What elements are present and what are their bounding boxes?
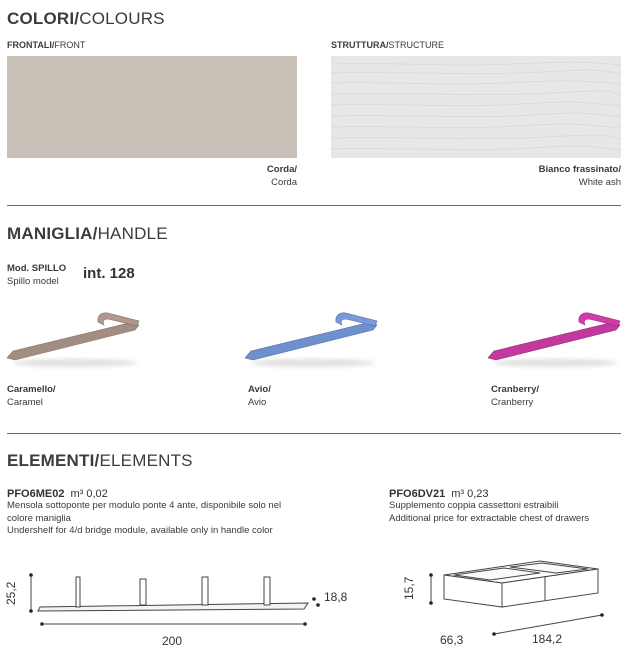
undershelf-height-dim: 25,2: [4, 581, 18, 605]
element-2-code: PFO6DV21: [389, 488, 446, 500]
element-1-volume: m³ 0,02: [70, 488, 108, 500]
handle-cranberry-image: [486, 308, 626, 370]
element-2-description: Supplemento coppia cassettoni estraibili Additional price for extractable chest of drawers: [389, 500, 590, 524]
structure-colour-swatch: [331, 56, 621, 158]
handle-avio-image: [243, 308, 383, 370]
undershelf-thickness-dim: 18,8: [324, 590, 348, 604]
front-colour-swatch: [7, 56, 297, 158]
front-label: FRONTALI/FRONT: [7, 40, 86, 50]
drawers-width-dim: 184,2: [532, 632, 563, 646]
colours-section-title: COLORI/COLOURS: [7, 9, 165, 28]
element-2-volume: m³ 0,23: [451, 488, 489, 500]
drawers-height-dim: 15,7: [402, 576, 416, 600]
wood-grain-texture: [331, 56, 621, 158]
element-1-code: PFO6ME02: [7, 488, 65, 500]
drawers-depth-dim: 66,3: [440, 633, 464, 647]
section-divider: [7, 433, 621, 434]
handle-interaxis: int. 128: [83, 265, 135, 282]
structure-colour-name: Bianco frassinato/ White ash: [538, 164, 621, 188]
handle-avio-name: Avio/ Avio: [248, 384, 271, 408]
handle-caramel-image: [5, 308, 145, 370]
handle-cranberry-name: Cranberry/ Cranberry: [491, 384, 540, 408]
handle-model: Mod. SPILLO Spillo model: [7, 263, 67, 287]
handle-section-title: MANIGLIA/HANDLE: [7, 224, 168, 243]
undershelf-width-dim: 200: [162, 634, 183, 648]
structure-label: STRUTTURA/STRUCTURE: [331, 40, 444, 50]
front-colour-name: Corda/ Corda: [266, 164, 297, 188]
handle-caramel-name: Caramello/ Caramel: [7, 384, 56, 408]
element-1-description: Mensola sottoponte per modulo ponte 4 ante, disponibile solo nel colore maniglia Undershelf for 4/d bridge module, available only in handle color: [7, 500, 282, 536]
elements-section-title: ELEMENTI/ELEMENTS: [7, 451, 193, 470]
section-divider: [7, 205, 621, 206]
